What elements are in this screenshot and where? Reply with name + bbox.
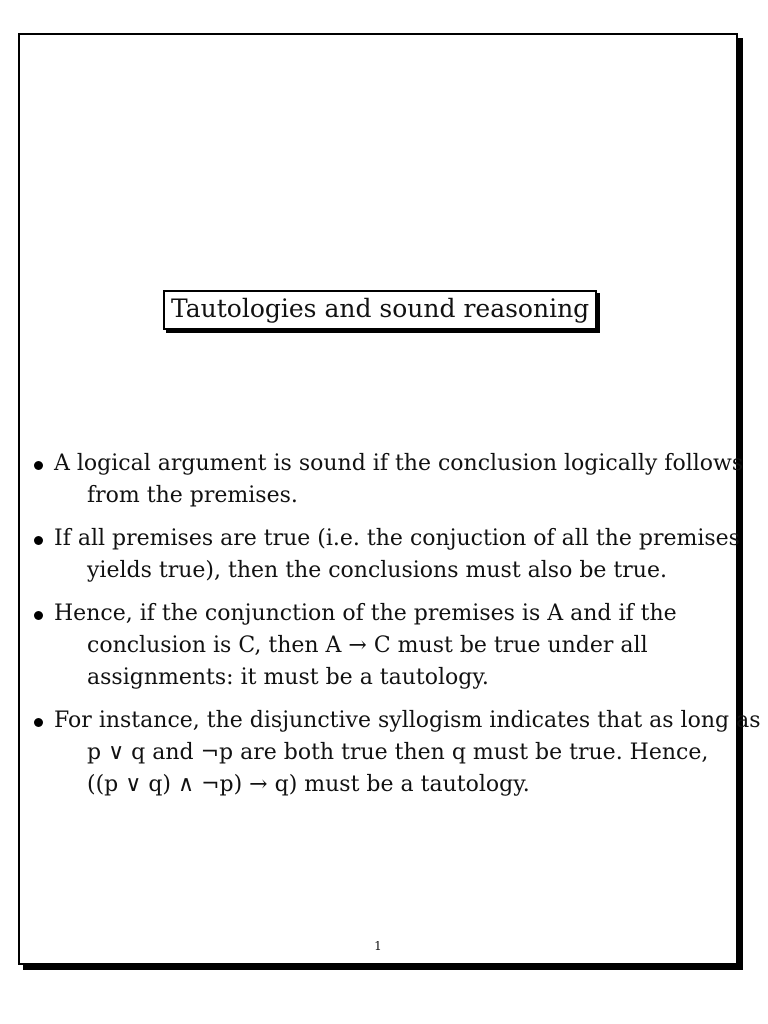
slide-page: [18, 33, 761, 965]
page-number: 1: [374, 939, 382, 953]
bullet-text-line: Hence, if the conjunction of the premises is A and if the: [54, 601, 677, 626]
bullet-icon: [34, 536, 43, 545]
bullet-text-line: For instance, the disjunctive syllogism indicates that as long as: [54, 708, 761, 733]
bullet-text-line: assignments: it must be a tautology.: [87, 665, 489, 690]
bullet-text-line: from the premises.: [87, 483, 298, 508]
bullet-item: [32, 598, 732, 694]
bullet-item: [32, 448, 744, 512]
bullet-text-line: yields true), then the conclusions must also be true.: [87, 558, 667, 583]
bullet-text-line: A logical argument is sound if the conclusion logically follows: [54, 451, 744, 476]
slide-title: Tautologies and sound reasoning: [163, 290, 597, 330]
bullet-icon: [34, 461, 43, 470]
bullet-text-line: If all premises are true (i.e. the conjuction of all the premises: [54, 526, 740, 551]
bullet-item: [32, 523, 740, 587]
bullet-item: [32, 705, 761, 801]
bullet-list: [32, 448, 761, 812]
bullet-text-line: conclusion is C, then A → C must be true under all: [87, 633, 648, 658]
bullet-icon: [34, 718, 43, 727]
bullet-text-line: ((p ∨ q) ∧ ¬p) → q) must be a tautology.: [87, 772, 530, 797]
bullet-icon: [34, 611, 43, 620]
bullet-text-line: p ∨ q and ¬p are both true then q must be true. Hence,: [87, 740, 709, 765]
